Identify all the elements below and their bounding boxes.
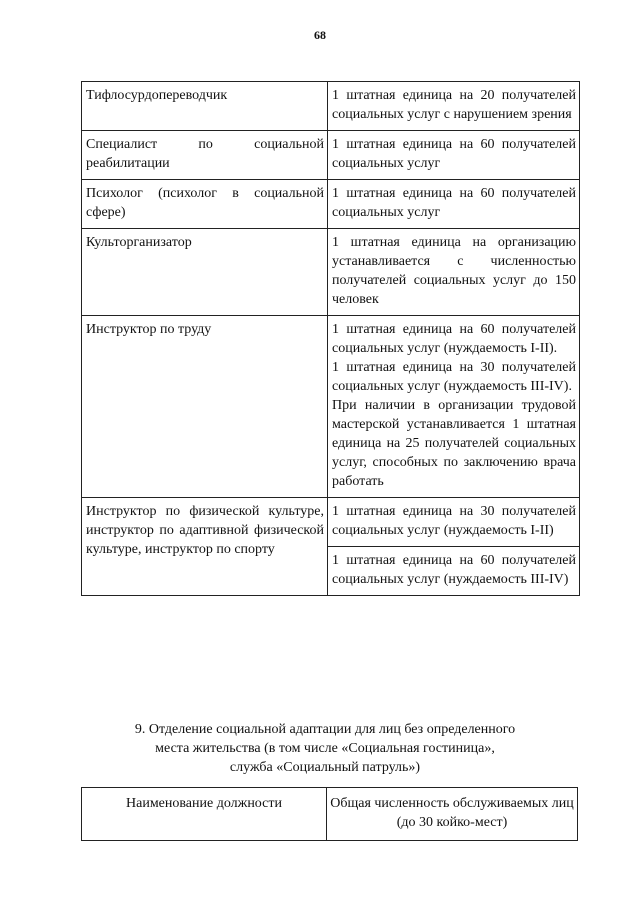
norm-cell [328, 316, 580, 498]
position-cell: Культорганизатор [82, 229, 328, 316]
norm-cell [328, 229, 580, 316]
section-heading-line: служба «Социальный патруль») [229, 760, 421, 775]
staffing-table [81, 81, 580, 596]
position-cell: Инструктор по физической культуре, инструктор по адаптивной физической культуре, инструктор по спорту [82, 498, 328, 596]
norm-text: 1 штатная единица на 60 получателей социальных услуг (нуждаемость I-II). [332, 322, 576, 356]
norm-text: 1 штатная единица на 30 получателей социальных услуг (нуждаемость I-II) [332, 504, 576, 538]
section-heading-line: 9. Отделение социальной адаптации для лиц без определенного [134, 722, 516, 737]
norm-text: 1 штатная единица на организацию устанавливается с численностью получателей социальных услуг до 150 человек [332, 235, 576, 307]
norm-cell [328, 547, 580, 596]
position-cell: Инструктор по труду [82, 316, 328, 498]
norm-text: 1 штатная единица на 60 получателей социальных услуг [332, 186, 576, 220]
table-row [82, 788, 578, 841]
table-row [82, 180, 580, 229]
norm-text: При наличии в организации трудовой мастерской устанавливается 1 штатная единица на 25 получателей социальных услуг, способных по заключению врача работать [332, 398, 576, 489]
table-row [82, 229, 580, 316]
position-cell: Специалист по социальной реабилитации [82, 131, 328, 180]
norm-text: 1 штатная единица на 60 получателей социальных услуг (нуждаемость III-IV) [332, 553, 576, 587]
norm-text: 1 штатная единица на 20 получателей социальных услуг с нарушением зрения [332, 88, 576, 122]
page-number: 68 [314, 28, 326, 42]
table-row [82, 131, 580, 180]
norm-text: 1 штатная единица на 30 получателей социальных услуг (нуждаемость III-IV). [332, 360, 576, 394]
section-heading-line: места жительства (в том числе «Социальная гостиница», [155, 741, 495, 756]
section-heading [81, 720, 569, 777]
column-header-position: Наименование должности [82, 788, 327, 841]
column-header-count: Общая численность обслуживаемых лиц (до 30 койко-мест) [327, 788, 578, 841]
table-row [82, 82, 580, 131]
norm-cell [328, 131, 580, 180]
table-row [82, 498, 580, 547]
position-cell: Тифлосурдопереводчик [82, 82, 328, 131]
norm-cell [328, 180, 580, 229]
position-cell: Психолог (психолог в социальной сфере) [82, 180, 328, 229]
norm-cell [328, 82, 580, 131]
norm-cell [328, 498, 580, 547]
department-table-header [81, 787, 578, 841]
norm-text: 1 штатная единица на 60 получателей социальных услуг [332, 137, 576, 171]
table-row [82, 316, 580, 498]
